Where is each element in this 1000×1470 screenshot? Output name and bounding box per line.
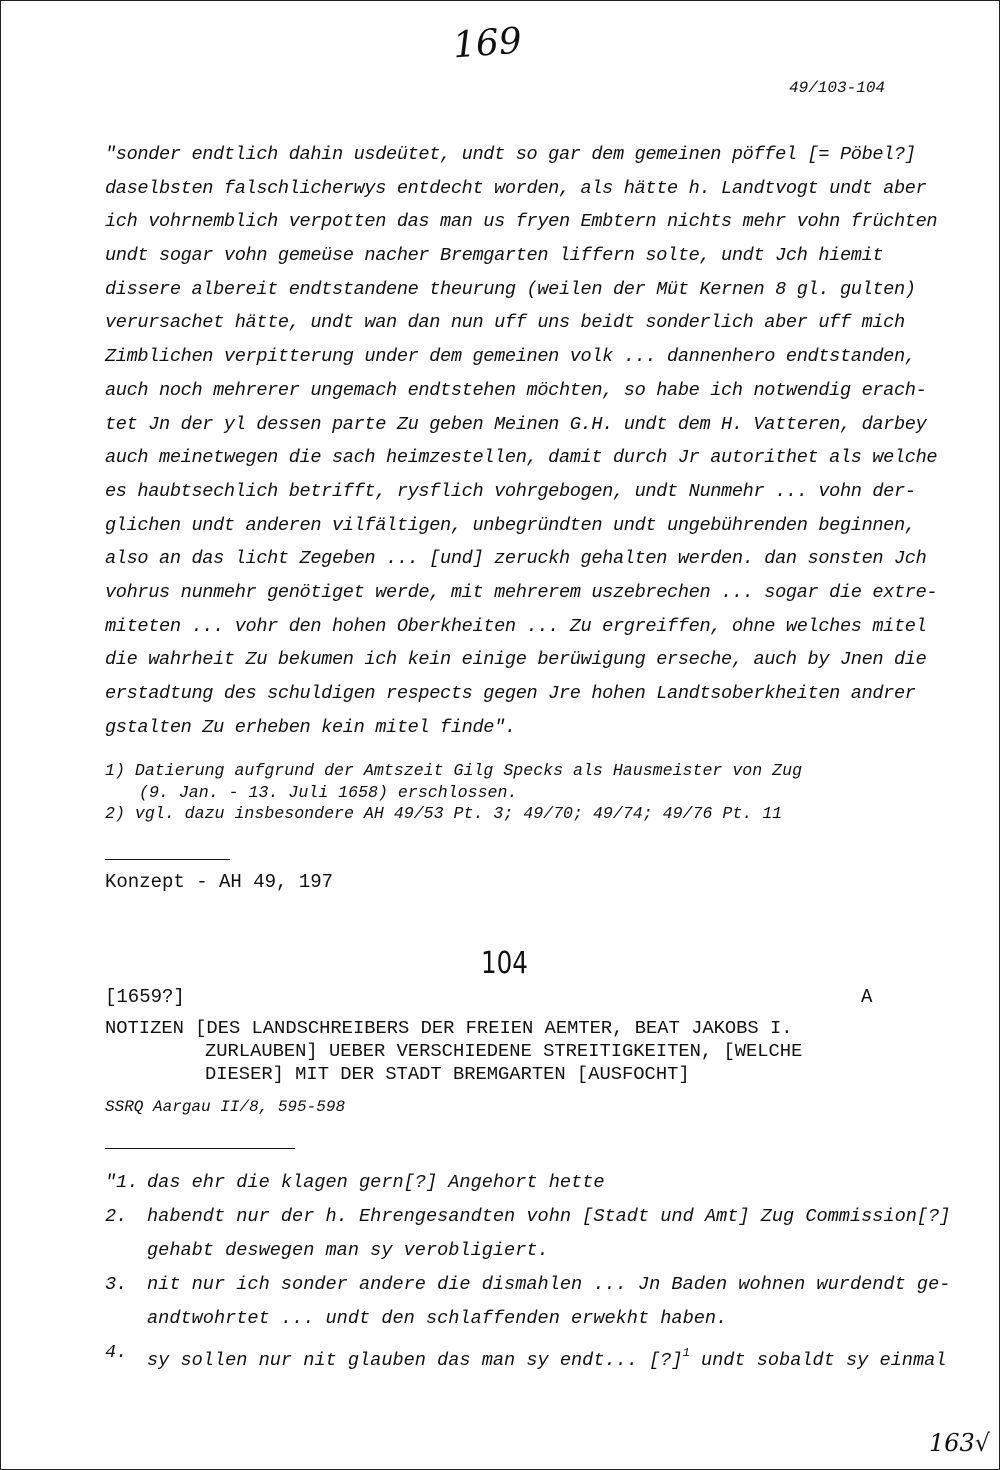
footnote-line: 1) Datierung aufgrund der Amtszeit Gilg Specks als Hausmeister von Zug	[105, 761, 803, 780]
document-title-line: DIESER] MIT DER STADT BREMGARTEN [AUSFOCHT]	[205, 1063, 690, 1085]
quote-line: also an das licht Zegeben ... [und] zeruckh gehalten werden. dan sonsten Jch	[105, 548, 927, 570]
quote-line: auch noch mehrerer ungemach endtstehen möchten, so habe ich notwendig erach-	[105, 379, 927, 401]
document-date: [1659?]	[105, 986, 185, 1008]
separator-rule	[105, 859, 230, 860]
item-text-group	[147, 1336, 946, 1378]
footnotes	[105, 760, 802, 825]
quote-line: daselbsten falschlicherwys entdecht worden, als hätte h. Landtvogt undt aber	[105, 177, 927, 199]
quote-line: verursachet hätte, undt wan dan nun uff uns beidt sonderlich aber uff mich	[105, 312, 905, 334]
handwritten-folio-mark: 163√	[929, 1429, 991, 1457]
konzept-reference: Konzept - AH 49, 197	[105, 871, 334, 893]
quote-line: dissere albereit endtstandene theurung (weilen der Müt Kernen 8 gl. gulten)	[105, 278, 916, 300]
document-number: 104	[481, 946, 528, 981]
item-text: gehabt deswegen man sy verobligiert.	[147, 1240, 549, 1261]
item-number: 3.	[105, 1274, 128, 1295]
item-text-continued: undt sobaldt sy einmal	[689, 1350, 947, 1371]
item-text: nit nur ich sonder andere die dismahlen ... Jn Baden wohnen wurdendt ge-	[147, 1274, 951, 1295]
quote-line: gstalten Zu erheben kein mitel finde".	[105, 716, 516, 738]
quote-line: undt sogar vohn gemeüse nacher Bremgarten liffern solte, undt Jch hiemit	[105, 245, 884, 267]
separator-rule	[105, 1148, 295, 1149]
handwritten-page-number: 169	[451, 20, 524, 67]
quote-line: vohrus nunmehr genötiget werde, mit mehrerem uszebrechen ... sogar die extre-	[105, 581, 938, 603]
quote-line: tet Jn der yl dessen parte Zu geben Meinen G.H. undt dem H. Vatteren, darbey	[105, 413, 927, 435]
item-number: 4.	[105, 1342, 128, 1363]
item-text: habendt nur der h. Ehrengesandten vohn [Stadt und Amt] Zug Commission[?]	[147, 1206, 951, 1227]
item-text: andtwohrtet ... undt den schlaffenden erwekht haben.	[147, 1308, 728, 1329]
quote-line: ich vohrnemblich verpotten das man us fryen Embtern nichts mehr vohn früchten	[105, 211, 938, 233]
document-letter: A	[861, 986, 873, 1008]
quote-block	[105, 138, 938, 744]
quote-line: die wahrheit Zu bekumen ich kein einige berüwigung erseche, auch by Jnen die	[105, 649, 927, 671]
quote-line: Zimblichen verpitterung under dem gemeinen volk ... dannenhero endtstanden,	[105, 346, 916, 368]
footnote-line: 2) vgl. dazu insbesondere AH 49/53 Pt. 3; 49/70; 49/74; 49/76 Pt. 11	[105, 804, 783, 823]
item-text: sy sollen nur nit glauben das man sy endt... [?]	[147, 1350, 683, 1371]
footnote-marker: 1	[682, 1346, 690, 1360]
source-citation: SSRQ Aargau II/8, 595-598	[105, 1098, 346, 1116]
item-number: "1.	[105, 1172, 139, 1193]
document-title-line: NOTIZEN [DES LANDSCHREIBERS DER FREIEN AEMTER, BEAT JAKOBS I.	[105, 1017, 793, 1039]
document-reference: 49/103-104	[789, 79, 886, 97]
item-text: das ehr die klagen gern[?] Angehort hette	[147, 1172, 605, 1193]
quote-line: glichen undt anderen vilfältigen, unbegründten undt ungebührenden beginnen,	[105, 514, 916, 536]
quote-line: es haubtsechlich betrifft, rysflich vohrgebogen, undt Nunmehr ... vohn der-	[105, 480, 916, 502]
item-number: 2.	[105, 1206, 128, 1227]
quote-line: auch meinetwegen die sach heimzestellen, damit durch Jr autorithet als welche	[105, 447, 938, 469]
footnote-line: (9. Jan. - 13. Juli 1658) erschlossen.	[139, 782, 518, 802]
quote-line: miteten ... vohr den hohen Oberkheiten ... Zu ergreiffen, ohne welches mitel	[105, 615, 927, 637]
quote-line: "sonder endtlich dahin usdeütet, undt so gar dem gemeinen pöffel [= Pöbel?]	[105, 144, 916, 165]
document-title-line: ZURLAUBEN] UEBER VERSCHIEDENE STREITIGKEITEN, [WELCHE	[205, 1040, 803, 1062]
quote-line: erstadtung des schuldigen respects gegen Jre hohen Landtsoberkheiten andrer	[105, 683, 916, 704]
